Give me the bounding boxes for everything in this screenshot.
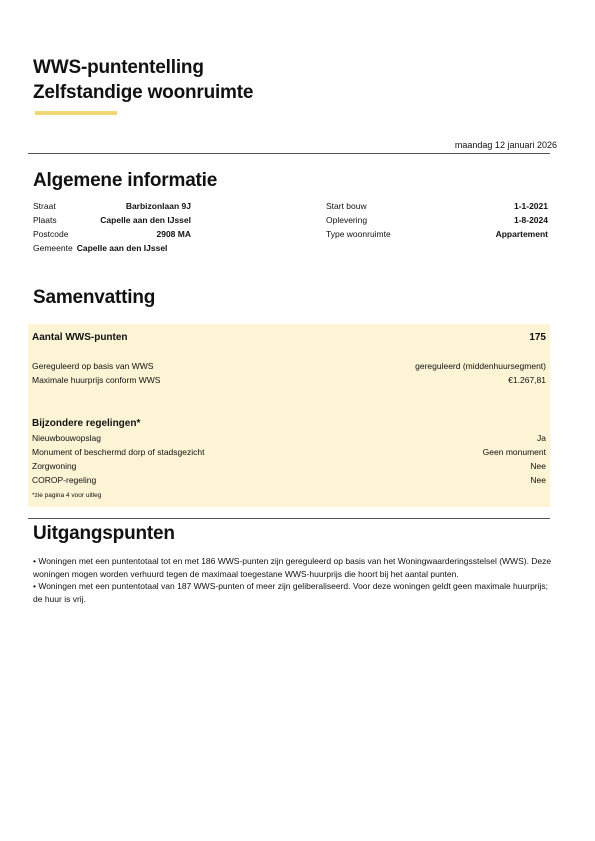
page-title [33,55,253,105]
info-value: 1-1-2021 [513,201,548,211]
divider [28,518,550,519]
section-heading-algemeen: Algemene informatie [33,170,218,191]
summary-row-punten [32,332,546,343]
info-label: Straat [33,201,56,211]
algemeen-right-list [326,199,548,241]
summary-value: Nee [530,461,546,471]
summary-value: Nee [530,475,546,485]
summary-value: Geen monument [482,447,546,457]
summary-row-max-huurprijs [32,375,546,385]
bijzondere-heading-text: Bijzondere regelingen* [32,418,141,429]
divider [28,153,550,154]
title-line-2: Zelfstandige woonruimte [33,82,254,103]
summary-label: Nieuwbouwopslag [32,433,101,443]
info-value: Barbizonlaan 9J [125,201,191,211]
info-value: 1-8-2024 [513,215,548,225]
bijzondere-row-nieuwbouw [32,433,546,443]
uitgangspunten-text [33,555,553,605]
summary-footnote [32,492,546,499]
summary-label: Monument of beschermd dorp of stadsgezicht [32,447,205,457]
info-row-plaats [33,213,191,227]
info-row-gemeente [33,241,191,255]
summary-label: Gereguleerd op basis van WWS [32,361,154,371]
summary-row-gereguleerd [32,361,546,371]
info-value: Capelle aan den IJssel [76,243,168,253]
title-line-1: WWS-puntentelling [33,57,204,78]
bullet-paragraph: • Woningen met een puntentotaal van 187 WWS-punten of meer zijn geliberaliseerd. Voor deze woningen geldt geen maximale huurprijs; de huur is vrij. [33,581,549,604]
summary-value: Ja [537,433,546,443]
bijzondere-row-corop [32,475,546,485]
bijzondere-row-monument [32,447,546,457]
info-label: Oplevering [326,215,368,225]
info-label: Start bouw [326,201,367,211]
info-value: 2908 MA [156,229,191,239]
info-row-straat [33,199,191,213]
summary-value: €1.267,81 [508,375,546,385]
info-label: Plaats [33,215,57,225]
summary-label: Maximale huurprijs conform WWS [32,375,161,385]
summary-box [28,324,550,507]
section-heading-samenvatting: Samenvatting [33,287,156,308]
info-row-oplevering [326,213,548,227]
summary-label: Aantal WWS-punten [32,332,128,343]
info-row-postcode [33,227,191,241]
summary-value: gereguleerd (middenhuursegment) [415,361,546,371]
info-row-start-bouw [326,199,548,213]
summary-label: COROP-regeling [32,475,97,485]
accent-bar [35,111,117,115]
footnote-text: *zie pagina 4 voor uitleg [32,492,102,499]
algemeen-left-list [33,199,191,255]
info-row-type-woonruimte [326,227,548,241]
bijzondere-heading [32,418,546,429]
info-label: Postcode [33,229,69,239]
bijzondere-row-zorgwoning [32,461,546,471]
summary-value: 175 [529,332,546,343]
info-value: Capelle aan den IJssel [100,215,191,225]
info-label: Type woonruimte [326,229,391,239]
report-date: maandag 12 januari 2026 [454,140,557,150]
summary-label: Zorgwoning [32,461,77,471]
info-value: Appartement [495,229,548,239]
bullet-paragraph: • Woningen met een puntentotaal tot en met 186 WWS-punten zijn gereguleerd op basis van het Woningwaarderingsstelsel (WWS). Deze woningen mogen worden verhuurd tegen de maximaal toegestane WWS-huurprijs die hoort bij het aantal punten. [33,556,552,579]
info-label: Gemeente [33,243,73,253]
section-heading-uitgangspunten: Uitgangspunten [33,523,175,544]
